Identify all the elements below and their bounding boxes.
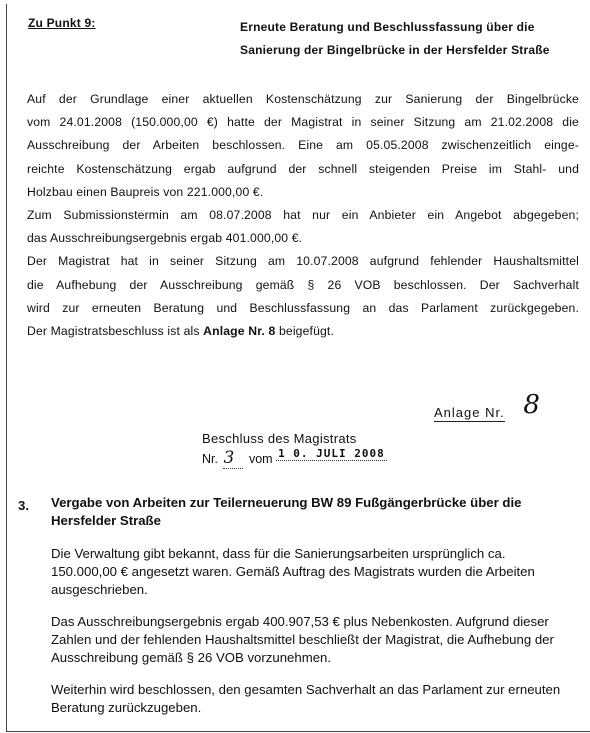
section1-body bbox=[27, 88, 579, 343]
agenda-title-line-1: Erneute Beratung und Beschlussfassung über die bbox=[240, 20, 535, 34]
section1-line: Ausschreibung der Arbeiten beschlossen. Eine am 05.05.2008 zwischenzeitlich einge- bbox=[27, 138, 579, 153]
section1-line: die Aufhebung der Ausschreibung gemäß § 26 VOB beschlossen. Der Sachverhalt bbox=[27, 277, 579, 292]
anlage-stamp-label: Anlage Nr. bbox=[434, 405, 505, 420]
agenda-item-title bbox=[240, 16, 580, 62]
section1-line: reichte Kostenschätzung ergab aufgrund der schnell steigenden Preise im Stahl- und bbox=[27, 161, 579, 176]
section1-line: vom 24.01.2008 (150.000,00 €) hatte der Magistrat in seiner Sitzung am 21.02.2008 die bbox=[27, 115, 579, 130]
anlage-stamp-number: 8 bbox=[523, 390, 541, 420]
page-border-left bbox=[6, 4, 7, 732]
section3-number: 3. bbox=[18, 498, 29, 513]
section3-paragraph: Das Ausschreibungsergebnis ergab 400.907,53 € plus Nebenkosten. Aufgrund dieser Zahlen und der fehlenden Haushaltsmittel beschließt der Magistrat, die Aufhebung der Ausschreibung gemäß § 26 VOB vorzunehmen. bbox=[51, 614, 554, 665]
section1-line: Zum Submissionstermin am 08.07.2008 hat nur ein Anbieter ein Angebot abgegeben; bbox=[27, 208, 579, 223]
decision-nr-label: Nr. bbox=[202, 452, 218, 466]
section1-line: Holzbau einen Baupreis von 221.000,00 €. bbox=[27, 184, 264, 199]
agenda-item-label: Zu Punkt 9: bbox=[28, 16, 96, 30]
section1-line: Auf der Grundlage einer aktuellen Kostenschätzung zur Sanierung der Bingelbrücke bbox=[27, 92, 579, 106]
section3-paragraph: Die Verwaltung gibt bekannt, dass für die Sanierungsarbeiten ursprünglich ca. 150.000,00 € angesetzt waren. Gemäß Auftrag des Magistrats wurden die Arbeiten ausgeschrieben. bbox=[51, 546, 535, 597]
last-line-prefix: Der Magistratsbeschluss ist als bbox=[27, 324, 200, 339]
magistrat-decision-stamp bbox=[202, 431, 387, 469]
decision-date-stamp: 1 0. JULI 2008 bbox=[278, 447, 385, 460]
section3-title: Vergabe von Arbeiten zur Teilerneuerung BW 89 Fußgängerbrücke über die Hersfelder Straße bbox=[51, 495, 522, 528]
decision-vom-label: vom bbox=[248, 452, 273, 466]
section1-line: wird zur erneuten Beratung und Beschlussfassung an das Parlament zurückgegeben. bbox=[27, 300, 579, 315]
agenda-title-line-2: Sanierung der Bingelbrücke in der Hersfelder Straße bbox=[240, 43, 550, 57]
last-line-suffix: beigefügt. bbox=[278, 324, 335, 339]
anlage-stamp bbox=[434, 390, 541, 424]
section1-line: Der Magistrat hat in seiner Sitzung am 10.07.2008 aufgrund fehlender Haushaltsmittel bbox=[27, 254, 579, 269]
section3-body bbox=[51, 545, 571, 731]
decision-nr-value: 3 bbox=[223, 448, 243, 469]
section3-paragraph: Weiterhin wird beschlossen, den gesamten Sachverhalt an das Parlament zur erneuten Beratung zurückzugeben. bbox=[51, 682, 561, 715]
decision-stamp-details bbox=[202, 448, 387, 469]
page-border-bottom bbox=[6, 731, 590, 732]
decision-stamp-title: Beschluss des Magistrats bbox=[202, 431, 357, 446]
anlage-reference: Anlage Nr. 8 bbox=[203, 324, 276, 339]
section1-line: das Ausschreibungsergebnis ergab 401.000,00 €. bbox=[27, 231, 303, 246]
section1-last-line bbox=[27, 320, 579, 343]
